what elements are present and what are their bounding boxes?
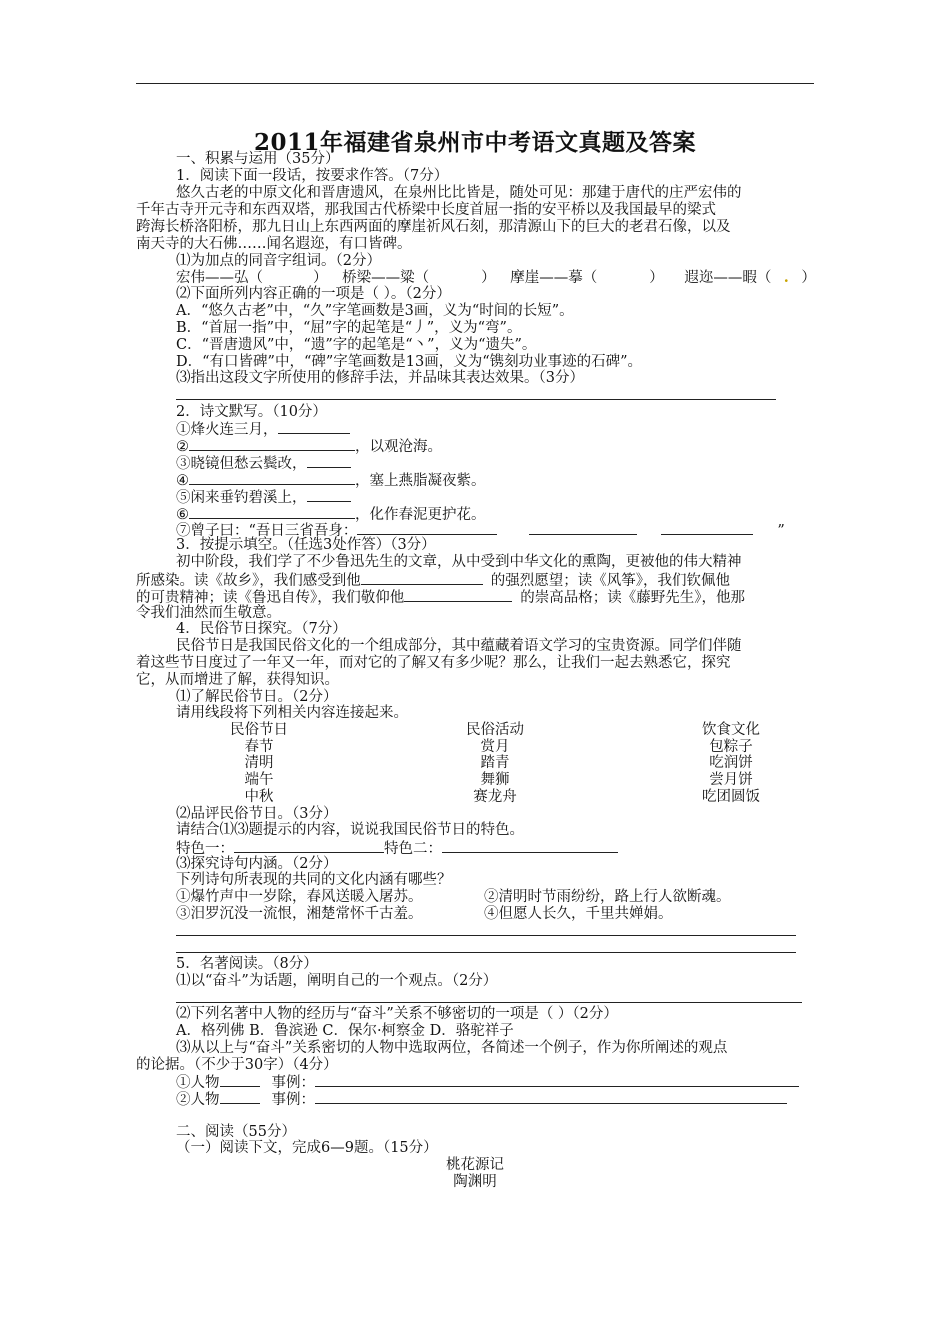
blank[interactable] bbox=[315, 1073, 799, 1087]
instruction: 请用线段将下列相关内容连接起来。 bbox=[176, 705, 408, 721]
blank[interactable] bbox=[234, 839, 384, 853]
paren: ） bbox=[481, 270, 496, 286]
poem-line: ④但愿人长久，千里共婵娟。 bbox=[484, 906, 673, 922]
sub-question: ⑶指出这段文字所使用的修辞手法，并品味其表达效果。（3分） bbox=[176, 370, 584, 386]
section-heading: 一、积累与运用（35分） bbox=[176, 151, 340, 167]
food-item[interactable]: 吃团圆饭 bbox=[702, 789, 760, 805]
food-item[interactable]: 吃润饼 bbox=[709, 755, 753, 771]
blank[interactable] bbox=[307, 488, 351, 502]
passage-line: 跨海长桥洛阳桥，那九日山上东西两面的摩崖祈风石刻，那清源山下的巨大的老君石像，以及 bbox=[136, 219, 731, 235]
paren: ） bbox=[313, 270, 328, 286]
example-label: 事例： bbox=[271, 1075, 315, 1091]
reading-heading: （一）阅读下文，完成6—9题。（15分） bbox=[176, 1140, 438, 1156]
example-label: ①人物 bbox=[176, 1075, 220, 1091]
blank[interactable] bbox=[220, 1090, 260, 1104]
sub-question: ⑴以“奋斗”为话题，阐明自己的一个观点。（2分） bbox=[176, 973, 498, 989]
section-heading: 二、阅读（55分） bbox=[176, 1124, 296, 1140]
fill-line: 令我们油然而生敬意。 bbox=[136, 605, 281, 621]
activity-item[interactable]: 踏青 bbox=[480, 755, 510, 771]
answer-line[interactable] bbox=[176, 1002, 802, 1003]
passage-line: 千年古寺开元寺和东西双塔，那我国古代桥梁中长度首屈一指的安平桥以及我国最早的梁式 bbox=[136, 202, 716, 218]
activity-item[interactable]: 赛龙舟 bbox=[473, 789, 517, 805]
paren: ） bbox=[801, 270, 816, 286]
passage-line: 民俗节日是我国民俗文化的一个组成部分，其中蕴藏着语文学习的宝贵资源。同学们伴随 bbox=[176, 638, 742, 654]
blank[interactable] bbox=[442, 839, 618, 853]
festival-item[interactable]: 春节 bbox=[244, 739, 274, 755]
passage-line: 它，从而增进了解，获得知识。 bbox=[136, 672, 339, 688]
sub-question: ⑴为加点的同音字组词。（2分） bbox=[176, 253, 381, 269]
sub-question: ⑶探究诗句内涵。（2分） bbox=[176, 856, 338, 872]
fill-text: 的崇高品格；读《藤野先生》，他那 bbox=[520, 590, 745, 606]
example-line bbox=[176, 1090, 787, 1109]
question-heading: 1．阅读下面一段话，按要求作答。（7分） bbox=[176, 168, 449, 184]
answer-line[interactable] bbox=[176, 935, 796, 936]
text-title: 桃花源记 bbox=[446, 1157, 504, 1173]
recite-text: ①烽火连三月， bbox=[176, 422, 278, 438]
recite-text: ⑥ bbox=[176, 507, 189, 523]
sub-question: 的论据。（不少于30字）（4分） bbox=[136, 1057, 338, 1073]
table-header: 饮食文化 bbox=[702, 722, 760, 738]
paren: ） bbox=[649, 270, 664, 286]
instruction: 请结合⑴⑶题提示的内容，说说我国民俗节日的特色。 bbox=[176, 822, 524, 838]
word-pair-label: 摩崖——摹（ bbox=[510, 270, 598, 286]
blank[interactable] bbox=[357, 521, 497, 535]
activity-item[interactable]: 赏月 bbox=[480, 739, 510, 755]
page-title: 2011年福建省泉州市中考语文真题及答案 bbox=[253, 129, 696, 156]
table-header: 民俗节日 bbox=[230, 722, 288, 738]
answer-line[interactable] bbox=[176, 952, 796, 953]
option-b: B．“首屈一指”中，“屈”字的起笔是“丿”，义为“弯”。 bbox=[176, 320, 522, 336]
blank[interactable] bbox=[529, 521, 637, 535]
festival-item[interactable]: 端午 bbox=[244, 772, 274, 788]
blank[interactable] bbox=[220, 1073, 260, 1087]
recite-text: ③晓镜但愁云鬓改， bbox=[176, 456, 307, 472]
festival-item[interactable]: 中秋 bbox=[244, 789, 274, 805]
word-pair-label: 遐迩——暇（ bbox=[684, 270, 772, 286]
recite-text: ，塞上燕脂凝夜紫。 bbox=[355, 473, 486, 489]
festival-item[interactable]: 清明 bbox=[244, 755, 274, 771]
passage-line: 南天寺的大石佛……闻名遐迩，有口皆碑。 bbox=[136, 236, 412, 252]
question-heading: 5．名著阅读。（8分） bbox=[176, 956, 318, 972]
example-label: 事例： bbox=[271, 1092, 315, 1108]
word-pairs bbox=[176, 269, 816, 287]
blank[interactable] bbox=[404, 588, 512, 602]
answer-line[interactable] bbox=[176, 399, 776, 400]
sub-question: ⑴了解民俗节日。（2分） bbox=[176, 689, 338, 705]
dot-mark: . bbox=[783, 269, 789, 286]
poem-line: ②清明时节雨纷纷，路上行人欲断魂。 bbox=[484, 889, 731, 905]
fill-text: 的可贵精神；读《鲁迅自传》，我们敬仰他 bbox=[136, 590, 405, 606]
fill-text: 所感染。读《故乡》，我们感受到他 bbox=[136, 573, 361, 589]
recite-text: ⑤闲来垂钓碧溪上， bbox=[176, 490, 307, 506]
word-pair-label: 宏伟——弘（ bbox=[176, 270, 263, 286]
activity-item[interactable]: 舞狮 bbox=[480, 772, 510, 788]
recite-text: ⑦曾子曰：“吾日三省吾身： bbox=[176, 523, 358, 539]
food-item[interactable]: 尝月饼 bbox=[709, 772, 753, 788]
fill-line: 初中阶段，我们学了不少鲁迅先生的文章，从中受到中华文化的熏陶，更被他的伟大精神 bbox=[176, 554, 742, 570]
word-pair-label: 桥梁——粱（ bbox=[342, 270, 430, 286]
blank[interactable] bbox=[315, 1090, 787, 1104]
sub-question: ⑵下面所列内容正确的一项是（ ）。（2分） bbox=[176, 286, 451, 302]
sub-question: ⑶从以上与“奋斗”关系密切的人物中选取两位，各简述一个例子，作为你所阐述的观点 bbox=[176, 1040, 728, 1056]
food-item[interactable]: 包粽子 bbox=[709, 739, 753, 755]
feature-label: 特色二： bbox=[384, 841, 442, 857]
option-a: A．“悠久古老”中，“久”字笔画数是3画，义为“时间的长短”。 bbox=[176, 303, 574, 319]
recite-text: ④ bbox=[176, 473, 189, 489]
poem-line: ③汨罗沉没一流恨，湘楚常怀千古羞。 bbox=[176, 906, 423, 922]
blank[interactable] bbox=[278, 420, 350, 434]
sub-question: ⑵品评民俗节日。（3分） bbox=[176, 806, 338, 822]
blank[interactable] bbox=[661, 521, 753, 535]
recite-text: ② bbox=[176, 439, 189, 455]
question-heading: 2．诗文默写。（10分） bbox=[176, 404, 327, 420]
sub-question: ⑵下列名著中人物的经历与“奋斗”关系不够密切的一项是（ ）（2分） bbox=[176, 1006, 618, 1022]
text-author: 陶渊明 bbox=[453, 1174, 497, 1190]
options: A．格列佛 B．鲁滨逊 C．保尔·柯察金 D．骆驼祥子 bbox=[176, 1023, 514, 1039]
recite-text: ，以观沧海。 bbox=[355, 439, 442, 455]
table-header: 民俗活动 bbox=[466, 722, 524, 738]
fill-text: 的强烈愿望；读《风筝》，我们钦佩他 bbox=[490, 573, 730, 589]
feature-label: 特色一： bbox=[176, 841, 234, 857]
quote-mark: ” bbox=[777, 523, 785, 539]
blank[interactable] bbox=[189, 505, 355, 519]
question-heading: 3．按提示填空。（任选3处作答）（3分） bbox=[176, 537, 436, 553]
blank[interactable] bbox=[189, 471, 355, 485]
passage-line: 着这些节日度过了一年又一年，而对它的了解又有多少呢？那么，让我们一起去熟悉它，探究 bbox=[136, 655, 731, 671]
option-c: C．“晋唐遗风”中，“遗”字的起笔是“丶”，义为“遗失”。 bbox=[176, 337, 537, 353]
blank[interactable] bbox=[189, 437, 355, 451]
instruction: 下列诗句所表现的共同的文化内涵有哪些？ bbox=[176, 872, 452, 888]
poem-line: ①爆竹声中一岁除，春风送暖入屠苏。 bbox=[176, 889, 423, 905]
blank[interactable] bbox=[361, 571, 483, 585]
option-d: D．“有口皆碑”中，“碑”字笔画数是13画，义为“镌刻功业事迹的石碑”。 bbox=[176, 354, 643, 370]
blank[interactable] bbox=[307, 454, 351, 468]
passage-line: 悠久古老的中原文化和晋唐遗风，在泉州比比皆是，随处可见：那建于唐代的庄严宏伟的 bbox=[176, 185, 742, 201]
question-heading: 4．民俗节日探究。（7分） bbox=[176, 621, 347, 637]
header-rule bbox=[136, 83, 814, 84]
example-label: ②人物 bbox=[176, 1092, 220, 1108]
recite-text: ，化作春泥更护花。 bbox=[355, 507, 486, 523]
